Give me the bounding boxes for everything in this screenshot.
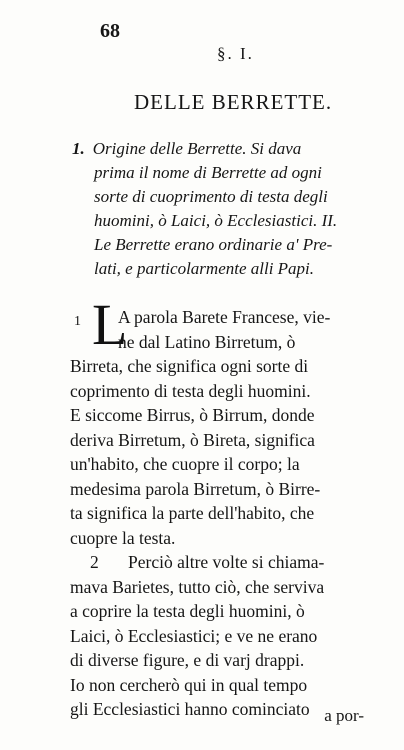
drop-cap: L	[92, 292, 128, 357]
paragraph-1-number: 1	[74, 314, 81, 329]
body-line: medesima parola Birretum, ò Birre-	[70, 478, 321, 499]
body-line: deriva Birretum, ò Bireta, significa	[70, 429, 315, 450]
body-line: a coprire la testa degli huomini, ò	[70, 601, 305, 621]
summary-line: Le Berrette erano ordinarie a' Pre-	[94, 235, 333, 254]
body-line: gli Ecclesiastici hanno cominciato	[70, 699, 310, 719]
body-line: A parola Barete Francese, vie-	[118, 307, 331, 327]
body-line: Laici, ò Ecclesiastici; e ve ne erano	[70, 625, 318, 646]
body-line: coprimento di testa degli huomini.	[70, 380, 311, 401]
paragraph-2-first-line: 2 Perciò altre volte si chiama-	[70, 550, 400, 575]
body-line: ta significa la parte dell'habito, che	[70, 503, 315, 523]
body-line: Birreta, che significa ogni sorte di	[70, 356, 309, 376]
summary-line: huomini, ò Laici, ò Ecclesiastici. II.	[94, 211, 338, 230]
section-marker: §. I.	[217, 44, 254, 63]
body-line: mava Barietes, tutto ciò, che serviva	[70, 576, 325, 597]
chapter-summary	[72, 137, 390, 281]
summary-number: 1.	[72, 139, 85, 158]
body-line: di diverse figure, e di varj drappi.	[70, 650, 305, 670]
paragraph-2-number: 2	[90, 552, 99, 572]
body-text	[70, 305, 400, 722]
chapter-title: DELLE BERRETTE.	[134, 90, 333, 114]
summary-line: sorte di cuoprimento di testa degli	[94, 187, 328, 206]
catchword: a por-	[324, 706, 364, 725]
summary-line: prima il nome di Berrette ad ogni	[94, 163, 322, 182]
body-line: E siccome Birrus, ò Birrum, donde	[70, 405, 315, 425]
page-number: 68	[100, 20, 120, 42]
body-line: un'habito, che cuopre il corpo; la	[70, 454, 300, 474]
summary-line: lati, e particolarmente alli Papi.	[94, 259, 315, 278]
body-line: ne dal Latino Birretum, ò	[118, 331, 296, 352]
summary-line: 1. Origine delle Berrette. Si dava	[72, 139, 302, 158]
body-line: Io non cercherò qui in qual tempo	[70, 674, 308, 695]
body-line: cuopre la testa.	[70, 527, 176, 548]
